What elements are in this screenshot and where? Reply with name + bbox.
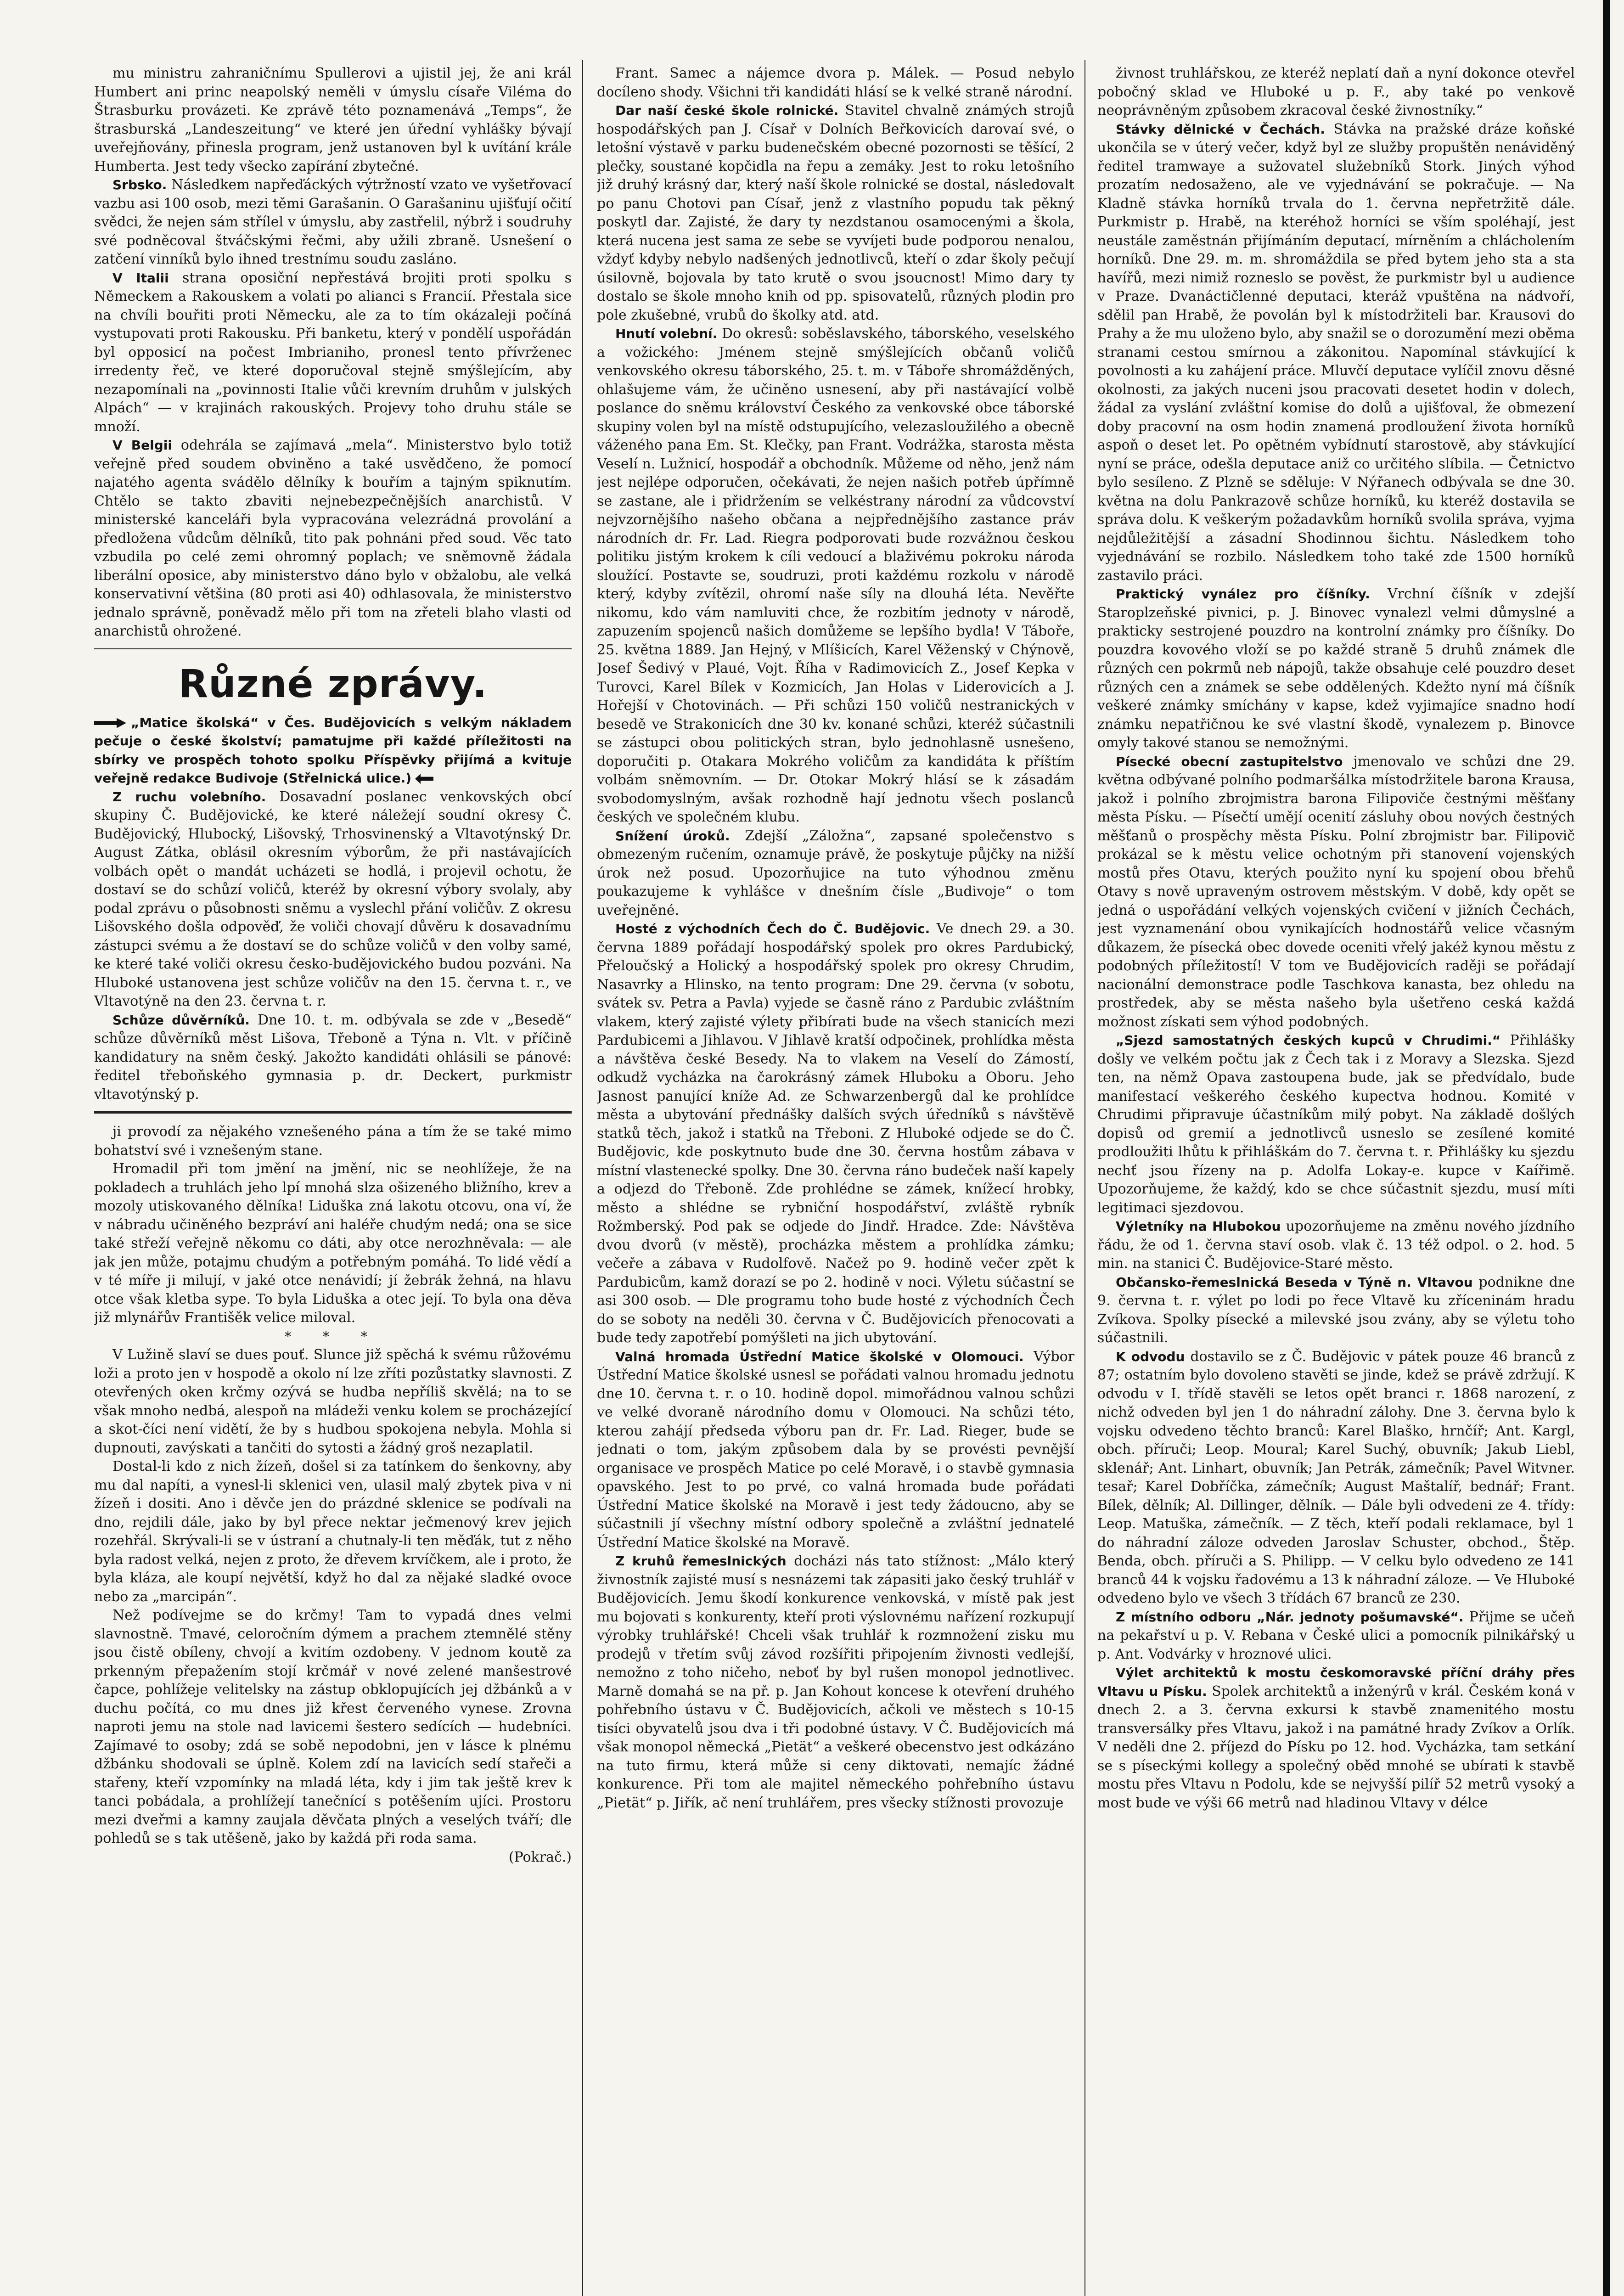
article-lead: Schůze důvěrníků. — [112, 1012, 250, 1028]
article-body: Dne 10. t. m. odbývala se zde v „Besedě“ schůze důvěrníků měst Lišova, Třeboně a Týna n. Vlt. v příčině kandidatury na sněm český. Jakožto kandidáti ohlásili se pánové: ředitel třeboňského gymnasia p. dr. Deckert, purkmistr vltavotýnský p. — [94, 1012, 572, 1103]
article-lead: Hosté z východních Čech do Č. Budějovic. — [615, 921, 930, 936]
paragraph-spuller: mu ministru zahraničnímu Spullerovi a ujistil jej, že ani král Humbert ani princ neapolský neměli v úmyslu císaře Viléma do Štrasburku provázeti. Ke zprávě této poznamenává „Temps“, že štrasburská „Landeszeitung“ ve které jen úřední vyhlášky bývají uveřejňovány, přinesla program, jenž ustanoven byl k uvítání krále Humberta. Jest tedy všecko zapírání zbytečné. — [94, 65, 572, 174]
article-body: docházi nás tato stížnost: „Málo který živnostník zajisté musí s nesnázemi tak zápasiti jako český truhlář v Budějovicích. Jemu škodí konkurence venkovská, v místě pak jest mu bojovati s konkurenty, kteří proti výslovnému nařízení rozkupují výrobky truhlářské! Chceli však truhlář k rozmnožení zisku mu prodejů v třetím svůj závod rozšířiti připojením živnosti vedlejší, nemožno z toho ničeho, neboť by byl rušen monopol jednotlivec. Marně domahá se na př. p. Jan Kohout koncese k otevření druhého pohřebního ústavu v Č. Budějovicích, ačkoli ve městech s 10-15 tisíci obyvatelů jsou dva i tři podobné ústavy. V Č. Budějovicích má však monopol německá „Pietät“ a veškeré obecenstvo jest odkázáno na tuto firmu, která může si ceny diktovati, nemajíc žádné konkurence. Při tom ale majitel německého pohřebního ústavu „Pietät“ p. Jiřík, ač není truhlářem, pres všecky stížnosti provozuje — [597, 1553, 1074, 1811]
column-middle — [597, 64, 1074, 2296]
article-body: Stávka na pražské dráze koňské ukončila se v úterý večer, když byl ze služby propuštěn nenáviděný ředitel tramwaye a sužovatel služebníků Stork. Jiných výhod prozatím nedosaženo, ale ve vyjednávání se pokračuje. — Na Kladně stávka horníků trvala do 1. června nepřetržitě dále. Purkmistr p. Hrabě, na kteréhož horníci se vším spoléhají, jest neustále zaměstnán přijímáním deputací, mírněním a chlácholením horníků. Dne 29. m. m. shromáždila se před bytem jeho sta a sta havířů, mezi nimiž rozneslo se pověst, že purkmistr byl u audience v Praze. Dvanáctičlenné deputaci, kteráž vpuštěna na nádvoří, sdělil pan Hrabě, že povolán byl k místodržiteli bar. Krausovi do Prahy a že mu uloženo bylo, aby snažil se o dorozumění mezi oběma stranami cestou smírnou a zákonitou. Napomínal stávkující k povolnosti a ku zahájení práce. Mluvčí deputace vylíčil znovu děsné okolnosti, za jakých nuceni jsou pracovati desetet hodin v dolech, žádal za vyslání zvláštní komise do dolů a ujišťoval, že obmezení doby pracovní na osm hodin znamená prodloužení života horníků aspoň o deset let. Po opětném vybídnutí starostově, aby stávkující nyní se práce, odešla deputace aniž co určitého slíbila. — Četnictvo bylo sesíleno. Z Plzně se sděluje: V Nýřanech odbývala se dne 30. května na dolu Pankrazově schůze horníků, ku kteréž dostavila se správa dolu. K veškerým požadavkům horníků svolila správa, vyjma nejdůležitější a zásadní Shodinnou šichtu. Následkem toho vyjednávání se rozbilo. Následkem toho také zde 1500 horníků zastavilo práci. — [1097, 121, 1575, 584]
paragraph-candidates: Frant. Samec a nájemce dvora p. Málek. — Posud nebylo docíleno shody. Všichni tři kandidáti hlásí se k velké straně národní. — [597, 65, 1074, 100]
article-body: jmenovalo ve schůzi dne 29. května odbývané polního podmaršálka místodržitele barona Krausa, jakož i polního zbrojmistra barona Filipoviče čestnými měšťany města Písku. — Písečtí umějí ocenití zásluhy obou nových čestných měšťanů o prospěchy města Písku. Polní zbrojmistr bar. Filipovič prokázal se k městu velice ochotným při stanovení vojenských mostů přes Otavu, kterých použito nyní ku spojení obou břehů Otavy s nově upraveným ostrovem městským. V době, kdy opět se jedná o uspořádání velkých vojenských cvičení v jižních Čechách, jest vyznamenání obou vynikajících hodnostářů velice včasným důkazem, že písecká obec dovede oceniti vřelý jakéž kynou městu z podobných příležitostí! V tom ve Budějovicích raději se pořádají nacionální demonstrace podle Taschkova kanasta, bez ohledu na prostředek, aby se města našeho byla ušetřeno ceská každá možnost získati sem výhod podobných. — [1097, 753, 1575, 1030]
article-body: Vrchní číšník v zdejší Staroplzeňské pivnici, p. J. Binovec vynalezl velmi důmyslné a prakticky sestrojené pouzdro na kontrolní známky pro číšníky. Do pouzdra kovového vloží se po každé straně 5 druhů známek dle různých cen pokrmů neb nápojů, takže obsahuje celé pouzdro deset různých cen a známek se sebe oddělených. Kdežto nyní má číšník veškeré známky smíchány v kapse, kdež vyjimajíce snadno hodí známku nepatřičnou ke své vlastní škodě, vynalezem p. Binovce omyly takové stanou se nemožnými. — [1097, 586, 1575, 751]
article-lead: V Italii — [112, 270, 169, 286]
column-left — [94, 64, 572, 2296]
article-stavky — [1097, 120, 1575, 585]
article-lead: Výletníky na Hlubokou — [1116, 1219, 1281, 1234]
article-body: Do okresů: soběslavského, táborského, veselského a vožického: Jménem stejně smýšlejících občanů voličů venkovského okresu táborského, 25. t. m. v Táboře shromážděných, ohlašujeme vám, že učiněno usnesení, aby při nastávající volbě poslance do sněmu království Českého za venkovské obce táborské skupiny volen byl na místě odstupujícího, velezasloužilého a obecně váženého pana Em. St. Klečky, pan Frant. Vodrážka, starosta města Veselí n. Lužnicí, hospodář a obchodník. Můžeme od něho, jenž nám jest nejlépe odporučen, očekávati, že nejen našich potřeb úpřímně se zastane, ale i přidržením se velkéstrany národní za vůdcovství nejvzornějšího našeho občana a nejpřednějšího zastance práv národních dr. Fr. Lad. Riegra podporovati bude rozvážnou českou politiku jistým krokem k cíli vedoucí a blaživému pokroku národa sloužící. Postavte se, soudruzi, proti každému rozkolu v národě který, kdyby zvítězil, ohromí naše síly na dlouhá léta. Nevěřte nikomu, kdo vám namluviti chce, že rozbitím jednoty v národě, zapuzením spojenců našich domůžeme se lepšího bydla! V Táboře, 25. května 1889. Jan Hejný, v Mlíšicích, Karel Věženský v Chýnově, Josef Šedivý v Plaué, Vojt. Říha v Radimovicích Z., Josef Kepka v Turovci, Karel Bílek v Kozmicích, Jan Holas v Liderovicích a J. Hořejší v Chotovinách. — Při schůzi 150 voličů nestranických v besedě ve Strakonicích dne 30 kv. konané schůzi, kteréž súčastnili se zástupci obou politických stran, bylo jednohlasně usnešeno, doporučiti p. Otakara Mokrého voličům za kandidáta k příštím volbám sněmovním. — Dr. Otokar Mokrý hlásí se k zásadám svobodomyslným, avšak rozhodně hají jednotu všech poslanců českých ve společném klubu. — [597, 326, 1074, 825]
article-italie — [94, 269, 572, 437]
article-kruhy — [597, 1552, 1074, 1812]
article-lead: Srbsko. — [112, 177, 167, 192]
article-body: Stavitel chvalně známých strojů hospodářských pan J. Císař v Dolních Beřkovicích darovaí své, o letošní výstavě v parku budenečském obecné pozornosti se těšící, 2 plečky, soustané kopčidla na řepu a zemáky. Jest to roku letošního již druhý krásný dar, který naší škole rolnické se dostal, následovalt po panu Chotovi pan Císař, jenž z vlastního popudu tak pěkný poskytl dar. Zajisté, že dary ty nezdstanou osamocenými a škola, která nucena jest sama ze sebe se vyvíjeti bude podporou nenalou, vždyť kdyby nebylo nadšených jednotlivců, kteří o zdar školy pečují úsilovně, bojovala by tato krutě o svou jsoucnost! Mimo dary ty dostalo se škole mnoho knih od pp. spisovatelů, různých plodin pro pole zkušebné, vrubů do školky atd. atd. — [597, 102, 1074, 323]
article-body: odehrála se zajímavá „mela“. Ministerstvo bylo totiž veřejně před soudem obviněno a také usvědčeno, že pomocí najatého agenta svádělo dělníky k bouřím a tajným spiknutím. Chtělo se takto zbaviti nejnebezpečnějších anarchistů. V ministerské kanceláři byla vypracována velezrádná provolání a předložena vůdcům dělníků, tito pak pohnáni před soud. Věc tato vzbudila po celé zemi ohromný poplach; ve sněmovně žádala liberální oposice, aby ministerstvo dáno bylo v obžalobu, ale velká konservativní většina (80 proti asi 40) odhlasovala, že ministerstvo jednalo správně, poněvadž mělo při tom na zřeteli blaho vlasti od anarchistů ohrožené. — [94, 437, 572, 639]
article-odvod — [1097, 1348, 1575, 1608]
article-belgie — [94, 436, 572, 641]
article-valna — [597, 1348, 1074, 1553]
matice-notice — [94, 714, 572, 788]
article-srbsko — [94, 176, 572, 269]
article-body: Následkem napřeďáckých výtržností vzato ve vyšetřovací vazbu asi 100 osob, mezi těmi Garašanin. O Garašaninu ujišťují očití svědci, že nejen sám střílel v úmyslu, aby zastřelil, nýbrž i soudruhy své podněcoval štváčskými řečmi, aby užili zbraně. Usnešení o zatčení vinníků bylo ihned trestnímu soudu zasláno. — [94, 177, 572, 267]
article-body: Dosavadní poslanec venkovských obcí skupiny Č. Budějovické, ke které náležejí soudní okresy Č. Budějovický, Hlubocký, Lišovský, Trhosvinenský a Vltavotýnský Dr. August Zátka, oblásil okresním výborům, že při nastávajících volbách opět o mandát ucházeti se hodlá, i projevil ochotu, že dostaví se do schůzí voličů, kteréž by okresní výbory svolaly, aby podal zprávu o působnosti sněmu a vyslechl přání voličův. Z okresu Lišovského došla odpověď, že voliči chovají důvěru k dosavadnímu zástupci svému a že dostaví se do schůze voličů v den volby samé, ke které také voliči okresu česko-budějovického budou pozváni. Na Hluboké ustanovena jest schůze voličův na den 15. června t. r., ve Vltavotýně na den 23. června t. r. — [94, 788, 572, 1009]
article-duvernik — [94, 1011, 572, 1104]
paragraph-truhlar: živnost truhlářskou, ze kteréž neplatí daň a nyní dokonce otevřel pobočný sklad ve Hluboké u p. F., aby také po venkově neoprávněným způsobem zkracoval české živnostníky.“ — [1097, 65, 1575, 118]
section-break-stars: * * * — [285, 1328, 381, 1344]
continuation-mark: (Pokrač.) — [508, 1849, 572, 1865]
article-sjezd — [1097, 1031, 1575, 1217]
page-border — [1603, 0, 1610, 2296]
article-lead: Valná hromada Ústřední Matice školské v Olomouci. — [615, 1349, 1024, 1364]
article-odbor — [1097, 1608, 1575, 1664]
feuilleton-paragraph: Než podívejme se do krčmy! Tam to vypadá dnes velmi slavnostně. Tmavé, celoročním dýmem a prachem ztemnělé stěny jsou čistě obíleny, chvojí a kvitím ozdobeny. V jednom koutě za prkenným přepažením stojí krčmář v nové zelené manšestrové čapce, pohlížeje velitelsky na zástup obklopujících jej džbánků a v duchu počítá, co mu dnes již křest červeného vynese. Zrovna naproti jemu na stole nad lavicemi šestero sedících — hudebníci. Zajímavé to osoby; zdá se sobě nepodobni, jen v lásce k plnému džbánku shodovali se úplně. Kolem zdí na lavicích sedí stařeči a stařeny, kteří vzpomínky na mladá léta, kdy i jim tak ještě krev k tanci pobádala, a prohlížejí tanečnící s potěšením ujíci. Prostoru mezi dveřmi a kamny zaujala děvčata plných a veselých tváří; dle pohledů se s tak utěšeně, jako by každá při roda sama. — [94, 1607, 572, 1846]
article-vylet — [1097, 1664, 1575, 1812]
notice-text: „Matice školská“ v Čes. Budějovicích s velkým nákladem pečuje o české školství; pamatujme při každé příležitosti na sbírky ve prospěch tohoto spolku Příspěvky přijímá a kvituje veřejně redakce Budivoje (Střelnická ulice.) — [94, 715, 572, 786]
article-lead: Dar naší české škole rolnické. — [615, 103, 839, 118]
article-body: Přihlášky došly ve velkém počtu jak z Čech tak i z Moravy a Slezska. Sjezd ten, na němž Opava zastoupena bude, jak se předvídalo, bude manifestací veškerého českého kupectva hodnou. Komité v Chrudimi připravuje účastníkům milý pobyt. Na základě došlých dopisů od gremií a jednotlivců usneslo se zesílené komité prodloužiti lhůtu k přihláškám do 7. června t. r. Přihlášky ku sjezdu nechť jsou řízeny na p. Adolfa Lokay-e. kupce v Kaířimě. Upozorňujeme, že každý, kdo se chce súčastnit sjezdu, musí míti legitimaci sjezdovou. — [1097, 1032, 1575, 1216]
feuilleton-paragraph: V Lužině slaví se dues pouť. Slunce již spěchá k svému růžovému loži a proto jen v hospodě a okolo ní lze zříti pozůstatky slavnosti. Z otevřených oken krčmy ozývá se hudba nepříliš skvělá; na to se však mnoho nedbá, alespoň na mládeži venku kolem se procházející a skot-číci není vidětí, že by s hudbou spokojena nebyla. Mohla si dupnouti, zavýskati a tančiti do sytosti a žádný groš nezaplatil. — [94, 1347, 572, 1456]
article-lead: K odvodu — [1116, 1349, 1185, 1364]
article-hoste — [597, 920, 1074, 1348]
divider — [94, 648, 572, 649]
article-lead: Praktický vynález pro číšníky. — [1116, 586, 1370, 602]
article-vynalez — [1097, 585, 1575, 753]
article-skola — [597, 101, 1074, 325]
article-body: strana oposiční nepřestává brojiti proti spolku s Německem a Rakouskem a volati po alianci s Francií. Přestala sice na chvíli bouřiti proti Německu, ale za to tím okázaleji počíná vystupovati proti Rakousku. Při banketu, který v pondělí uspořádán byl opposicí na počest Imbrianiho, pronesl tento přívrženec irredenty řeč, ve které doporučoval stejně smýšlejícím, aby nezapomínali na „povinnosti Italie vůči krevním druhům v julských Alpách“ — v krajinách rakouských. Projevy toho druhu stále se množí. — [94, 270, 572, 435]
article-snizeni — [597, 827, 1074, 920]
article-hnuti — [597, 325, 1074, 827]
article-lead: Z ruchu volebního. — [112, 789, 266, 805]
article-body: Zdejší „Záložna“, zapsané společenstvo s obmezeným ručením, oznamuje právě, že poskytuje půjčky na nižší úrok než posud. Upozorňujice na tuto výhodnou změnu poukazujeme k vyhlášce v dnešním čísle „Budivoje“ o tom uveřejněné. — [597, 827, 1074, 918]
article-volby — [94, 788, 572, 1011]
article-pisecke — [1097, 753, 1575, 1032]
section-heading: Různé zprávy. — [178, 661, 488, 706]
feuilleton-paragraph: ji provodí za nějakého vznešeného pána a tím že se také mimo bohatství své i vznešeným stane. — [94, 1124, 572, 1159]
article-body: upozorňujeme na změnu nového jízdního řádu, že od 1. června staví osob. vlak č. 13 též odpol. o 2. hod. 5 min. na stanici Č. Budějovice-Staré město. — [1097, 1218, 1575, 1272]
article-tyn — [1097, 1273, 1575, 1348]
article-body: podnikne dne 9. června t. r. výlet po lodi po řece Vltavě ku zříceninám hradu Zvíkova. Spolky písecké a milevské jsou zvány, aby se výletu toho súčastnili. — [1097, 1274, 1575, 1346]
article-lead: Občansko-řemeslnická Beseda v Týně n. Vltavou — [1116, 1274, 1473, 1290]
article-lead: Hnutí volební. — [615, 326, 718, 341]
article-body: Ve dnech 29. a 30. června 1889 pořádají hospodářský spolek pro okres Pardubický, Přeloučský a Holický a hospodářský spolek pro okresy Chrudim, Nasavrky a Hlinsko, na tento program: Dne 29. června (v sobotu, svátek sv. Petra a Pavla) vyjede se časně ráno z Pardubic zvláštním vlakem, který zajisté výlety přibírati bude na všech stanicích mezi Pardubicemi a Jihlavou. V Jihlavě kratší odpočinek, prohlídka města a návštěva české Besedy. Na to vlakem na Veselí do Zámostí, odkudž vycházka na čarokrásný zámek Hluboku a Oboru. Jeho Jasnost panující kníže Ad. ze Schwarzenbergů dal ke prohlídce města a ubytování přednášky dalších svých úředníků s návštěvě statků těch, jakož i statků na Třeboni. Z Hluboké odjede se do Č. Budějovic, kde poskytnuto bude dne 30. června hostům zábava v místní vlastenecké spolky. Dne 30. června ráno budeček naší kapely a odjezd do Třeboně. Zde prohlédne se zámek, knížecí hrobky, město a shlédne se rybniční hospodářství, zvláště rybník Rožmberský. Pod pak se odjede do Jindř. Hradce. Zde: Návštěva dvou dvorů (v městě), procházka městem a prohlídka zámku; večeře a zábava v Rudolfově. Načež po 9. hodině večer zpět k Pardubicům, kamž dorazí se po 2. hodině v noci. Výletu súčastní se asi 300 osob. — Dle programu toho bude hosté z východních Čech do se soboty na neděli 30. června v Č. Budějovicích přenocovati a bude tedy zapotřebí pomýšleti na jich ubytování. — [597, 921, 1074, 1346]
article-lead: Stávky dělnické v Čechách. — [1116, 121, 1325, 137]
article-lead: V Belgii — [112, 438, 172, 453]
column-rule — [582, 60, 583, 2296]
article-body: Výbor Ústřední Matice školské usnesl se pořádati valnou hromadu jednotu dne 10. června t. r. o 10. hodině dopol. mimořádnou valnou schůzi ve velké dvoraně národního domu v Olomouci. Na schůzi této, kterou zahájí předseda výboru pan dr. Fr. Lad. Rieger, bude se jednati o tom, jakým způsobem dala by se provésti pevnější organisace ve prospěch Matice po celé Moravě, i o stavbě gymnasia opavského. Jest to po prvé, co valná hromada bude pořádati Ústřední Matice školské na Moravě i jest tedy žádoucno, aby se súčastnili jí všechny místní odbory společně a zvláštní jednatelé Ústřední Matice školské na Moravě. — [597, 1348, 1074, 1551]
article-lead: Snížení úroků. — [615, 828, 730, 844]
article-lead: Z místního odboru „Nár. jednoty pošumavské“. — [1116, 1609, 1464, 1625]
column-right — [1097, 64, 1575, 2296]
feuilleton-paragraph: Dostal-li kdo z nich žízeň, došel si za tatínkem do šenkovny, aby mu dal napíti, a vynesl-li sklenici ven, ulasil malý zbytek piva v ni žízeň i dositi. Ano i děvče jen do prázdné sklenice se podívali na dno, rejdili dále, jako by byl přece nektar ječmenový krev jejich rozehřál. Skrývali-li se v ústraní a chutnaly-li ten měďák, tut z něho byla radost velká, nejen z proto, že dřevem krvíčkem, ale i proto, že byla kláza, ale koupí největší, když ho dal za nějaké sladké ovoce nebo za „marcipán“. — [94, 1458, 572, 1605]
pointing-hand-icon — [94, 718, 126, 728]
article-lead: Z kruhů řemeslnických — [615, 1553, 787, 1569]
feuilleton-divider — [94, 1111, 572, 1114]
article-body: Spolek architektů a inženýrů v král. Českém koná v dnech 2. a 3. června exkursi k stavbě znamenitého mostu transversálky přes Vltavu, jakož i na památné hrady Zvíkov a Orlík. V neděli dne 2. příjezd do Písku po 12. hod. Vycházka, tam setkání se s píseckými kollegy a společný oběd mnohé se ubírati k stavbě mostu přes Vltavu n Podolu, kde se nejvyšší pilíř 52 metrů vysoký a most bude ve výši 66 metrů nad hladinou Vltavy v délce — [1097, 1683, 1575, 1811]
article-lead: Písecké obecní zastupitelstvo — [1116, 754, 1343, 769]
article-body: dostavilo se z Č. Budějovic v pátek pouze 46 branců z 87; ostatním bylo dovoleno stavěti se jinde, kdež se právě zdržují. K odvodu v I. třídě stavěli se letos opět branci r. 1868 narození, z nichž odveden byl jen 1 do náhradní zálohy. Dne 3. června bylo k vojsku odvedeno těchto branců: Karel Blaško, hrnčíř; Ant. Kargl, obch. příruči; Leop. Moural; Karel Suchý, obuvník; Jakub Liebl, sklenář; Ant. Linhart, obuvník; Jan Petrák, zámečník; Pavel Witvner. tesař; Karel Dobříčka, zámečník; August Maštalíř, bednář; Frant. Bílek, dělník; Al. Dillinger, dělník. — Dále byli odvedeni ze 4. třídy: Leop. Matuška, zámečník. — Z těch, kteří podali reklamace, byl 1 do náhradní záloze odveden Jaroslav Schuster, obchod., Štěp. Benda, obch. příruči a S. Philipp. — V celku bylo odvedeno ze 141 branců 44 k vojsku řadovému a 13 k náhradní záloze. — Ve Hluboké odvedeno bylo ve všech 3 třídách 67 branců ze 230. — [1097, 1348, 1575, 1606]
feuilleton-paragraph: Hromadil při tom jmění na jmění, nic se neohlížeje, že na pokladech a truhlách jeho lpí mnohá slza ošizeného bližního, krev a mozoly utiskovaného dělníka! Liduška zná lakotu otcovu, ona ví, že v nábradu učiněného bezpráví ani haléře chudým nedá; ona se sice také střeží veřejně někomu co dáti, aby otce nerozhněvala: — ale jak jen může, potajmu chudým a potřebným pomáhá. To lidé vědí a v té míře ji milují, v jaké otce nenávidí; jí žebrák žehná, na hlavu otce však kletba sype. To byla Liduška a otec její. To byla ona děva již mlynářův Františěk velice miloval. — [94, 1161, 572, 1326]
article-body: Přijme se učeň na pekařství u p. V. Rebana v České ulici a pomocník pilnikářský u p. Ant. Vodvárky v hroznové ulici. — [1097, 1609, 1575, 1662]
article-lead: Výlet architektů k mostu českomoravské příční dráhy přes Vltavu u Písku. — [1097, 1665, 1575, 1699]
article-hlubokou — [1097, 1217, 1575, 1273]
pointing-hand-icon — [415, 774, 433, 784]
article-lead: „Sjezd samostatných českých kupců v Chrudimi.“ — [1116, 1033, 1501, 1048]
